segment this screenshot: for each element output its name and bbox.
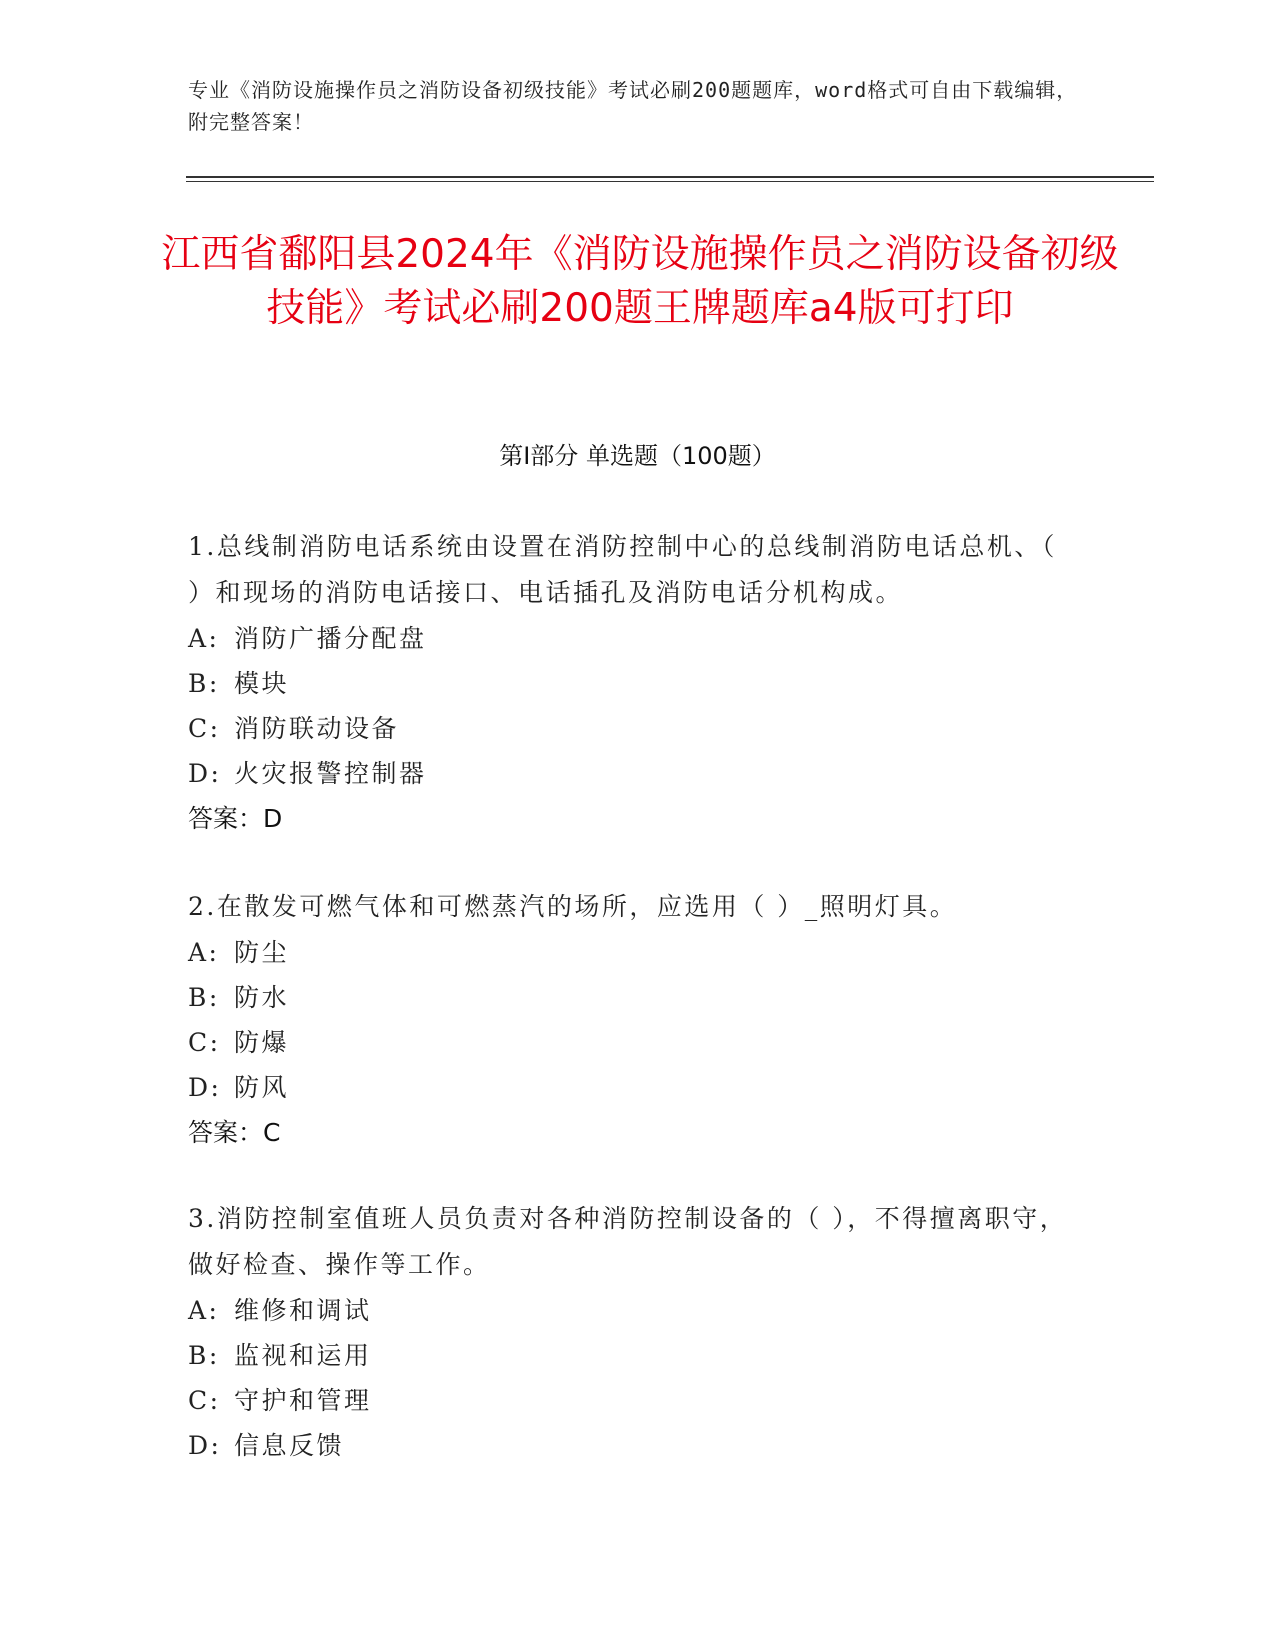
option-d xyxy=(188,1423,1068,1468)
question-stem: 2.在散发可燃气体和可燃蒸汽的场所，应选用（ ）_照明灯具。 xyxy=(188,892,958,921)
option-text: 防水 xyxy=(234,983,290,1012)
answer-line: 答案：D xyxy=(188,804,283,833)
option-text: 消防广播分配盘 xyxy=(234,624,427,653)
option-text: 消防联动设备 xyxy=(234,714,400,743)
option-text: 模块 xyxy=(234,669,290,698)
option-b xyxy=(188,975,1068,1020)
option-text: 监视和运用 xyxy=(234,1341,372,1370)
option-text: 防风 xyxy=(234,1073,290,1102)
option-letter: B: xyxy=(188,1341,220,1370)
option-a xyxy=(188,930,1068,975)
header-divider xyxy=(186,176,1154,178)
question-stem: 1.总线制消防电话系统由设置在消防控制中心的总线制消防电话总机、（ ）和现场的消防电话接口、电话插孔及消防电话分机构成。 xyxy=(188,532,1057,607)
option-letter: D: xyxy=(188,1431,222,1460)
option-text: 火灾报警控制器 xyxy=(234,759,427,788)
question-stem: 3.消防控制室值班人员负责对各种消防控制设备的（ ），不得擅离职守，做好检查、操作等工作。 xyxy=(188,1204,1068,1279)
option-letter: A: xyxy=(188,624,220,653)
option-c xyxy=(188,1020,1068,1065)
option-b xyxy=(188,661,1068,706)
option-letter: C: xyxy=(188,1386,221,1415)
option-text: 维修和调试 xyxy=(234,1296,372,1325)
option-a xyxy=(188,616,1068,661)
option-c xyxy=(188,1378,1068,1423)
option-b xyxy=(188,1333,1068,1378)
option-letter: A: xyxy=(188,1296,220,1325)
header-divider-thin xyxy=(186,181,1154,182)
option-letter: D: xyxy=(188,759,222,788)
option-letter: C: xyxy=(188,1028,221,1057)
option-text: 守护和管理 xyxy=(234,1386,372,1415)
option-letter: B: xyxy=(188,983,220,1012)
header-note: 专业《消防设施操作员之消防设备初级技能》考试必刷200题题库，word格式可自由下载编辑，附完整答案！ xyxy=(188,78,1078,134)
answer-line: 答案：C xyxy=(188,1118,281,1147)
question-1 xyxy=(188,524,1068,842)
question-2 xyxy=(188,884,1068,1156)
option-text: 防尘 xyxy=(234,938,290,967)
question-3 xyxy=(188,1196,1068,1468)
option-letter: D: xyxy=(188,1073,222,1102)
option-letter: A: xyxy=(188,938,220,967)
option-a xyxy=(188,1288,1068,1333)
option-letter: B: xyxy=(188,669,220,698)
option-d xyxy=(188,1065,1068,1110)
option-d xyxy=(188,751,1068,796)
option-c xyxy=(188,706,1068,751)
option-text: 防爆 xyxy=(234,1028,290,1057)
option-letter: C: xyxy=(188,714,221,743)
option-text: 信息反馈 xyxy=(234,1431,345,1460)
section-heading: 第I部分 单选题（100题） xyxy=(499,442,776,470)
document-title: 江西省鄱阳县2024年《消防设施操作员之消防设备初级技能》考试必刷200题王牌题库a4版可打印 xyxy=(161,232,1119,331)
